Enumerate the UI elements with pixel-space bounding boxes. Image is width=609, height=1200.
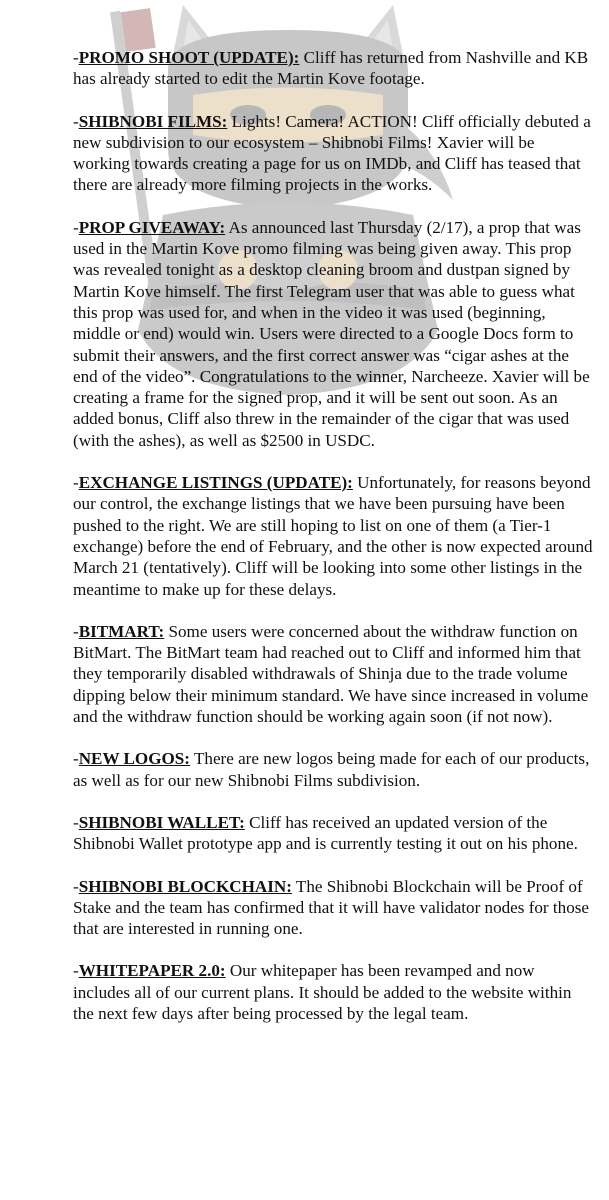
section-heading: WHITEPAPER 2.0: — [78, 961, 226, 981]
section-prefix: - — [73, 876, 79, 896]
section-prefix: - — [73, 473, 79, 493]
section-new-logos — [73, 748, 595, 791]
section-body: There are new logos being made for each of our products, as well as for our new Shibnobi Films subdivision. — [73, 749, 590, 790]
section-body: As announced last Thursday (2/17), a prop that was used in the Martin Kove promo filming was being given away. This prop was revealed tonight as a desktop cleaning broom and dustpan signed by Martin Kove himself. The first Telegram user that was able to guess what this prop was used for, and when in the video it was used (beginning, middle or end) would win. Users were directed to a Google Docs form to submit their answers, and the first correct answer was “cigar ashes at the end of the video”. Congratulations to the winner, Narcheeze. Xavier will be creating a frame for the signed prop, and it will be sent out soon. As an added bonus, Cliff also threw in the remainder of the cigar that was used (with the ashes), as well as $2500 in USDC. — [73, 217, 590, 450]
section-body: Cliff has received an updated version of the Shibnobi Wallet prototype app and is currently testing it out on his phone. — [73, 812, 578, 854]
section-whitepaper — [73, 960, 595, 1024]
section-exchange-listings — [73, 472, 595, 600]
section-heading: SHIBNOBI FILMS: — [78, 111, 228, 131]
section-shibnobi-films — [73, 111, 595, 196]
section-prefix: - — [73, 621, 79, 641]
section-heading: SHIBNOBI WALLET: — [78, 812, 245, 832]
section-body: Unfortunately, for reasons beyond our control, the exchange listings that we have been pursuing have been pushed to the right. We are still hoping to list on one of them (a Tier-1 exchange) before the end of February, and the other is now expected around March 21 (tentatively). Cliff will be looking into some other listings in the meantime to make up for these delays. — [73, 473, 593, 599]
section-body: Some users were concerned about the withdraw function on BitMart. The BitMart team had reached out to Cliff and informed him that they temporarily disabled withdrawals of Shinja due to the trade volume dipping below their minimum standard. We have since increased in volume and the withdraw function should be working again soon (if not now). — [73, 621, 589, 727]
section-body: The Shibnobi Blockchain will be Proof of Stake and the team has confirmed that it will have validator nodes for those that are interested in running one. — [73, 876, 589, 939]
section-bitmart — [73, 621, 595, 727]
section-body: Cliff has returned from Nashville and KB has already started to edit the Martin Kove footage. — [73, 48, 589, 89]
section-shibnobi-blockchain — [73, 876, 595, 940]
section-prefix: - — [73, 961, 79, 981]
section-heading: EXCHANGE LISTINGS (UPDATE): — [78, 473, 353, 493]
section-prefix: - — [73, 812, 79, 832]
section-prefix: - — [73, 749, 79, 769]
section-heading: PROP GIVEAWAY: — [78, 217, 226, 237]
section-promo-shoot — [73, 47, 595, 90]
section-prefix: - — [73, 217, 79, 237]
section-heading: NEW LOGOS: — [78, 749, 190, 769]
section-prefix: - — [73, 111, 79, 131]
section-prop-giveaway — [73, 217, 595, 451]
section-body: Our whitepaper has been revamped and now includes all of our current plans. It should be added to the website within the next few days after being processed by the legal team. — [73, 961, 572, 1023]
section-heading: BITMART: — [78, 621, 165, 641]
section-heading: PROMO SHOOT (UPDATE): — [78, 48, 300, 67]
section-heading: SHIBNOBI BLOCKCHAIN: — [78, 876, 292, 896]
section-shibnobi-wallet — [73, 812, 595, 855]
section-prefix: - — [73, 48, 79, 67]
section-body: Lights! Camera! ACTION! Cliff officially debuted a new subdivision to our ecosystem – Shibnobi Films! Xavier will be working towards creating a page for us on IMDb, and Cliff has teased that there are already more filming projects in the works. — [73, 111, 591, 195]
